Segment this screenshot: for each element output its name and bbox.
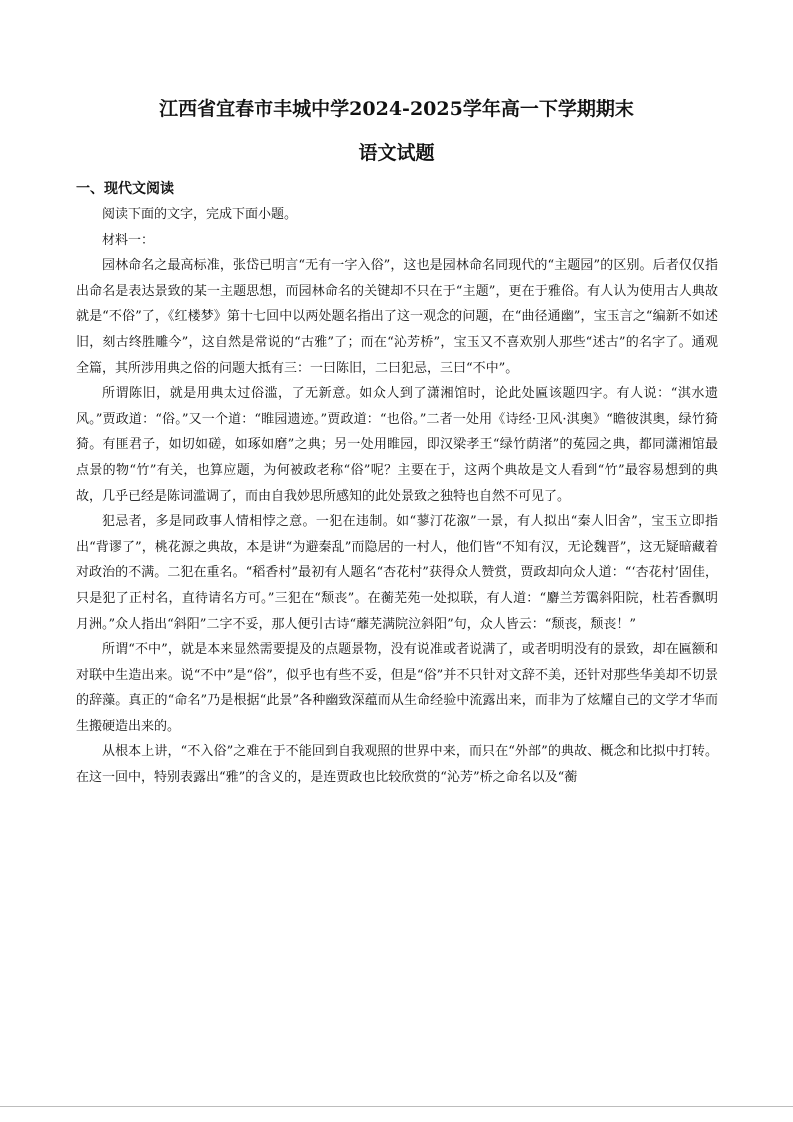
instruction-text: 阅读下面的文字，完成下面小题。 bbox=[102, 207, 298, 222]
passage-paragraph: 所谓“不中”，就是本来显然需要提及的点题景物，没有说准或者说满了，或者明明没有的景致，却在匾额和对联中生造出来。说“不中”是“俗”，似乎也有些不妥，但是“俗”并不只针对文辞不美，还针对那些华美却不切景的辞藻。真正的“命名”乃是根据“此景”各种幽致深蕴而从生命经验中流露出来，而非为了炫耀自己的文学才华而生搬硬造出来的。 bbox=[76, 642, 718, 734]
section-heading: 一、现代文阅读 bbox=[76, 181, 174, 197]
passage-paragraph: 犯忌者，多是同政事人情相悖之意。一犯在违制。如“蓼汀花溆”一景，有人拟出“秦人旧舍”，宝玉立即指出“背谬了”，桃花源之典故，本是讲“为避秦乱”而隐居的一村人，他们皆“不知有汉，无论魏晋”，这无疑暗藏着对政治的不满。二犯在重名。“稻香村”最初有人题名“杏花村”获得众人赞赏，贾政却向众人道：“‘杏花村’固佳，只是犯了正村名，直待请名方可。”三犯在“颓丧”。在蘅芜苑一处拟联，有人道：“麝兰芳霭斜阳院，杜若香飘明月洲。”众人指出“斜阳”二字不妥，那人便引古诗“蘼芜满院泣斜阳”句，众人皆云：“颓丧，颓丧！” bbox=[76, 514, 718, 632]
material-label: 材料一： bbox=[102, 232, 155, 248]
exam-subtitle: 语文试题 bbox=[358, 142, 435, 164]
passage-paragraph: 园林命名之最高标准，张岱已明言“无有一字入俗”，这也是园林命名同现代的“主题园”的区别。后者仅仅指出命名是表达景致的某一主题思想，而园林命名的关键却不只在于“主题”，更在于雅俗。有人认为使用古人典故就是“不俗”了，《红楼梦》第十七回中以两处题名指出了这一观念的问题，在“曲径通幽”，宝玉言之“编新不如述旧，刻古终胜雕今”，这自然是常说的“古雅”了；而在“沁芳桥”，宝玉又不喜欢别人那些“述古”的名字了。通观全篇，其所涉用典之俗的问题大抵有三：一曰陈旧，二曰犯忌，三曰“不中”。 bbox=[76, 258, 718, 376]
page-bottom-divider bbox=[0, 1106, 793, 1107]
reading-passage bbox=[76, 202, 718, 791]
passage-paragraph: 从根本上讲，“不入俗”之难在于不能回到自我观照的世界中来，而只在“外部”的典故、概念和比拟中打转。在这一回中，特别表露出“雅”的含义的，是连贾政也比较欣赏的“沁芳”桥之命名以及“蘅 bbox=[76, 744, 718, 786]
exam-title: 江西省宜春市丰城中学2024-2025学年高一下学期期末 bbox=[159, 98, 634, 120]
passage-paragraph: 所谓陈旧，就是用典太过俗滥，了无新意。如众人到了潇湘馆时，论此处匾该题四字。有人说：“淇水遗风。”贾政道：“俗。”又一个道：“睢园遗迹。”贾政道：“也俗。”二者一处用《诗经·卫风·淇奥》“瞻彼淇奥，绿竹猗猗。有匪君子，如切如磋，如琢如磨”之典；另一处用睢园，即汉梁孝王“绿竹荫渚”的菟园之典，都同潇湘馆最点景的物“竹”有关，也算应题，为何被政老称“俗”呢？主要在于，这两个典故是文人看到“竹”最容易想到的典故，几乎已经是陈词滥调了，而由自我妙思所感知的此处景致之独特也自然不可见了。 bbox=[76, 386, 718, 504]
